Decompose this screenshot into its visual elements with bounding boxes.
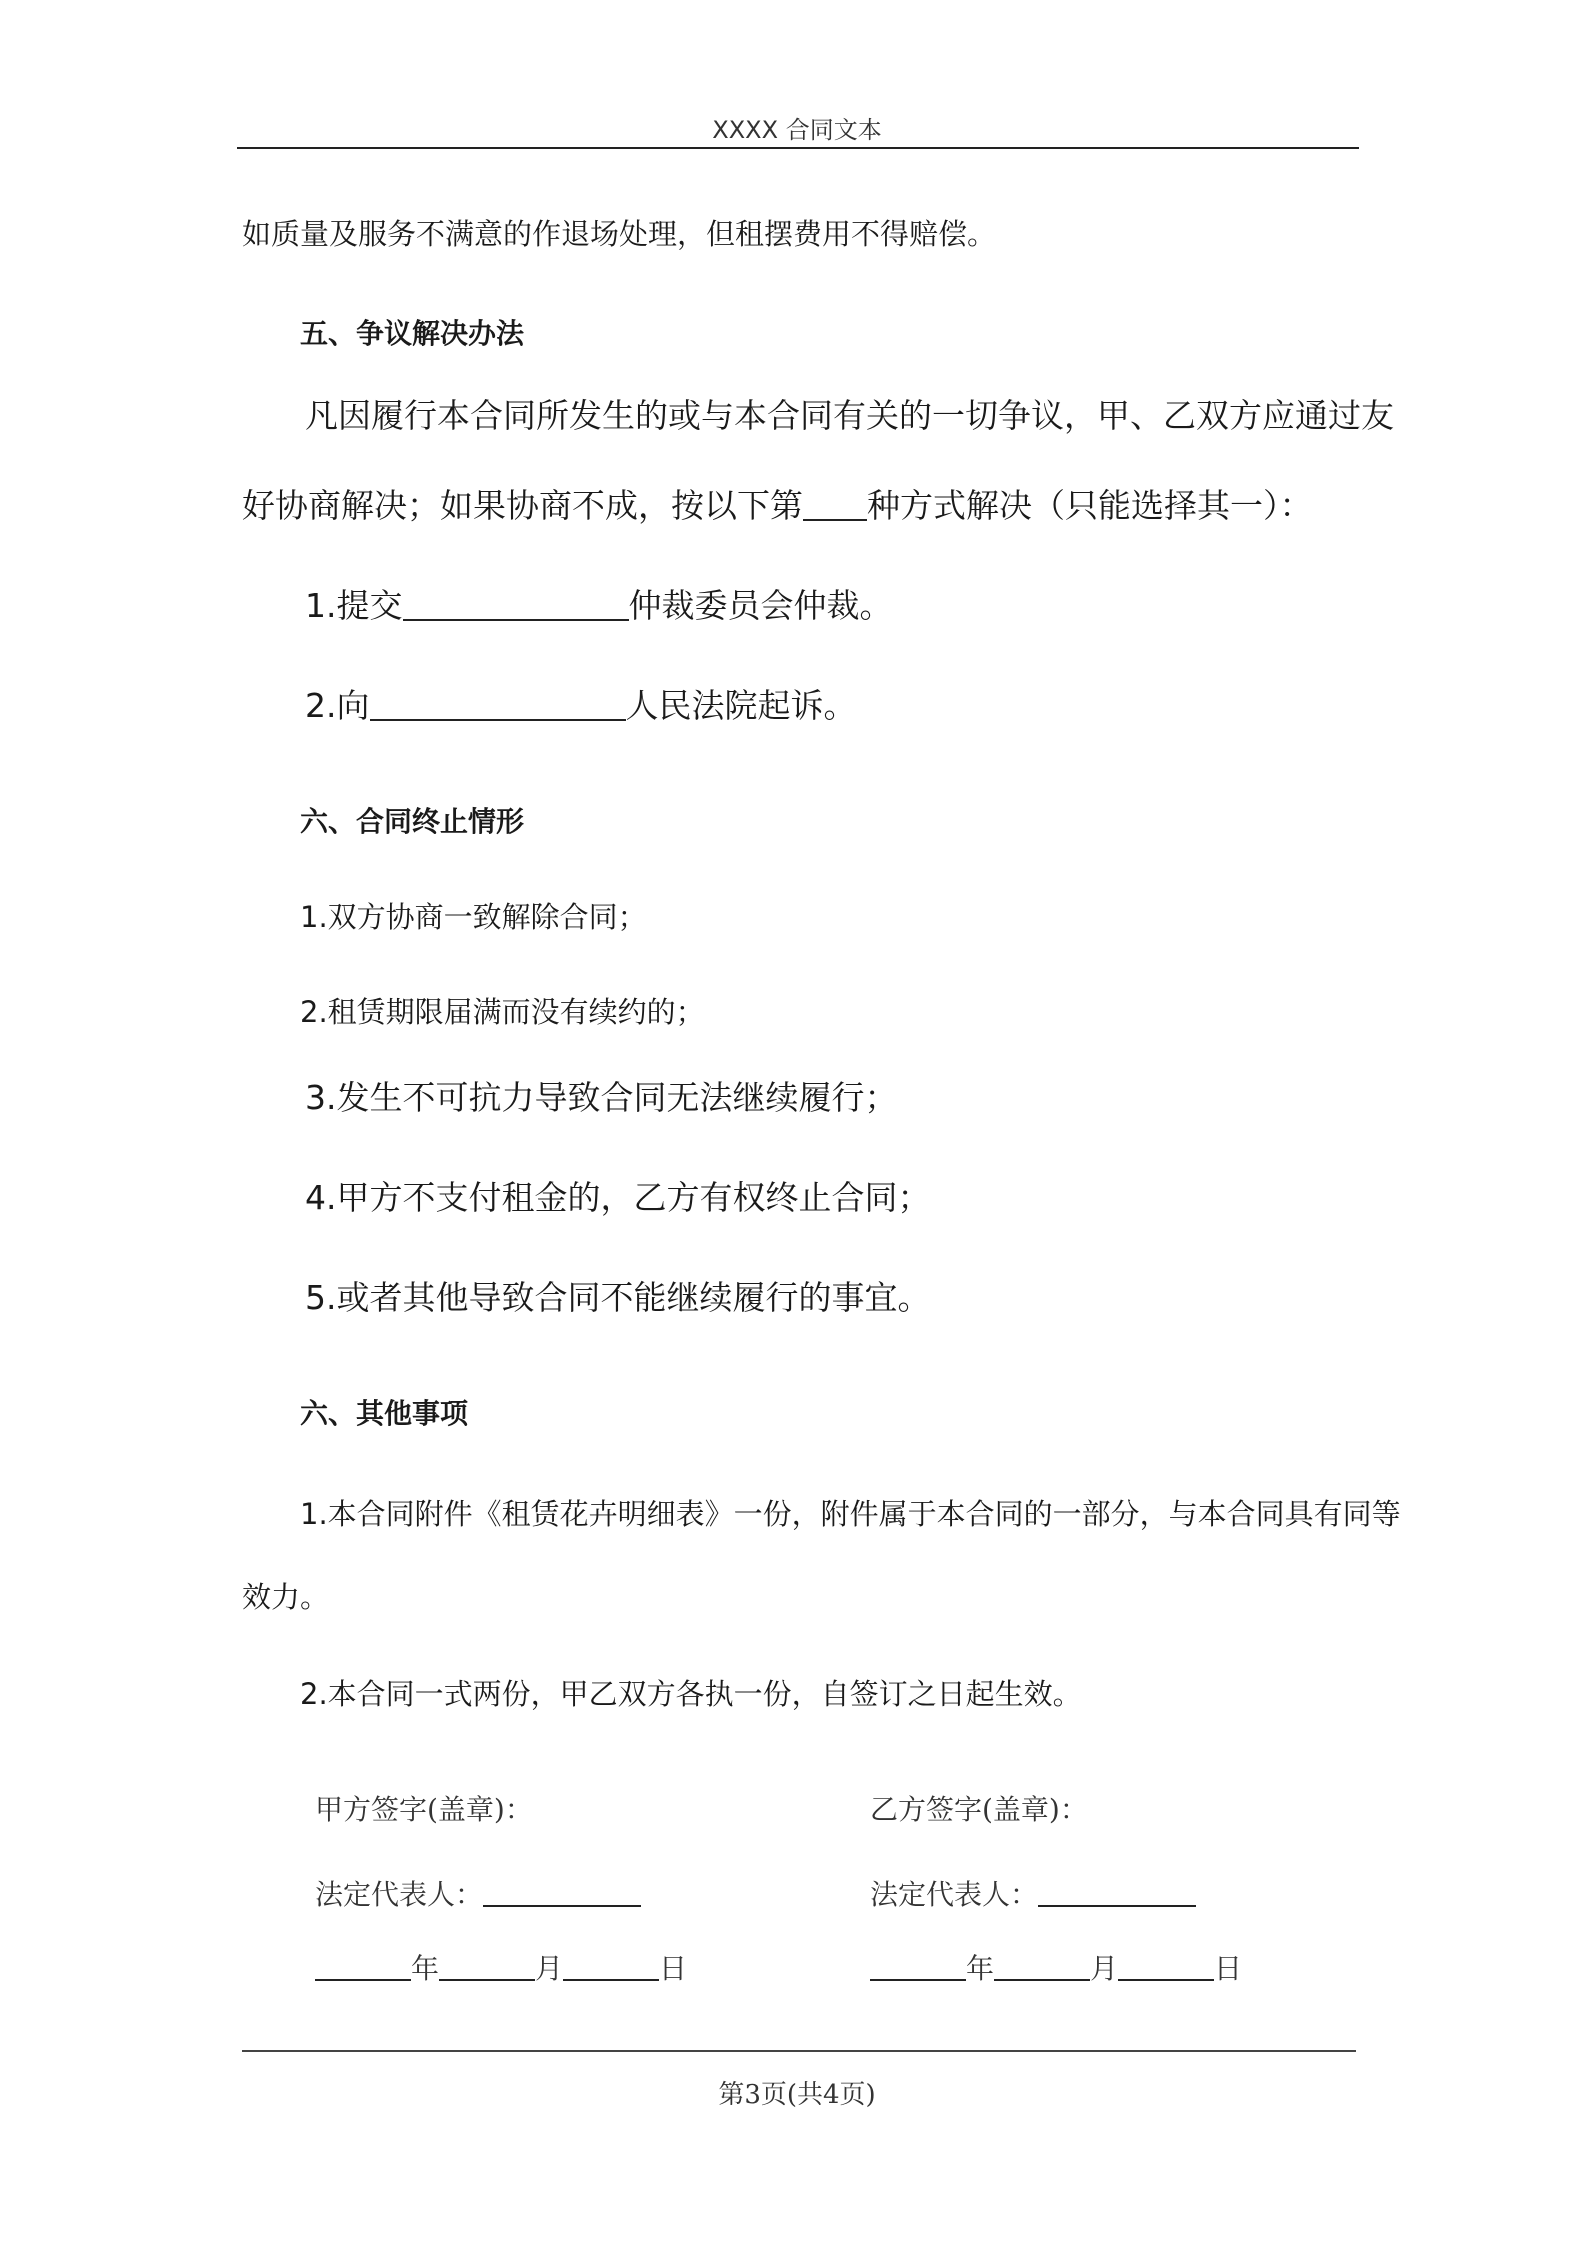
section7-heading: 六、其他事项 [300,1397,469,1430]
header-divider [237,147,1359,149]
method-number-blank[interactable] [803,486,867,521]
section6-item-5: 5.或者其他导致合同不能继续履行的事宜。 [305,1278,931,1317]
party-a-day-blank[interactable] [563,1951,659,1981]
option2-end: 人民法院起诉。 [625,686,857,725]
party-a-year-blank[interactable] [315,1951,411,1981]
option1 [305,580,893,627]
section7-item1-line1: 1.本合同附件《租赁花卉明细表》一份，附件属于本合同的一部分，与本合同具有同等 [300,1497,1401,1531]
carry-over-text: 如质量及服务不满意的作退场处理，但租摆费用不得赔偿。 [242,217,997,251]
party-b-day-label: 日 [1214,1952,1243,1985]
page-number: 第3页(共4页) [718,2080,876,2110]
section6-heading: 六、合同终止情形 [300,805,525,838]
section6-item-1: 1.双方协商一致解除合同； [300,900,647,934]
party-b-month-blank[interactable] [994,1951,1090,1981]
party-a-sign-label: 甲方签字(盖章)： [315,1793,533,1826]
option2 [305,680,857,727]
footer-divider [242,2050,1356,2052]
section5-paragraph-line2-end: 种方式解决（只能选择其一）： [867,486,1313,525]
section5-paragraph-line1: 凡因履行本合同所发生的或与本合同有关的一切争议，甲、乙双方应通过友 [305,396,1394,435]
party-b-year-blank[interactable] [870,1951,966,1981]
party-b-month-label: 月 [1090,1952,1119,1985]
header-title: XXXX 合同文本 [712,116,882,144]
party-b-day-blank[interactable] [1118,1951,1214,1981]
party-a-day-label: 日 [659,1952,688,1985]
option1-end: 仲裁委员会仲裁。 [628,586,893,625]
section7-item2: 2.本合同一式两份，甲乙双方各执一份，自签订之日起生效。 [300,1677,1082,1711]
party-b-rep-label: 法定代表人： [870,1878,1039,1911]
party-b-year-label: 年 [966,1952,995,1985]
section6-item-3: 3.发生不可抗力导致合同无法继续履行； [305,1078,898,1117]
party-a-month-blank[interactable] [439,1951,535,1981]
party-b-rep [870,1873,1196,1913]
section7-item1-line2: 效力。 [242,1580,330,1614]
section6-item-4: 4.甲方不支付租金的，乙方有权终止合同； [305,1178,931,1217]
party-a-year-label: 年 [411,1952,440,1985]
section6-item-2: 2.租赁期限届满而没有续约的； [300,995,705,1029]
party-b-sign-label: 乙方签字(盖章)： [870,1793,1088,1826]
party-a-date [315,1947,687,1987]
court-name-blank[interactable] [370,686,626,721]
party-a-rep-label: 法定代表人： [315,1878,484,1911]
party-a-rep-blank[interactable] [483,1877,641,1907]
section5-heading: 五、争议解决办法 [300,317,525,350]
party-a-rep [315,1873,641,1913]
section5-paragraph-line2 [242,480,1313,527]
arbitration-commission-blank[interactable] [403,586,629,621]
party-b-rep-blank[interactable] [1038,1877,1196,1907]
option1-start: 1.提交 [305,586,403,625]
party-a-month-label: 月 [535,1952,564,1985]
section5-paragraph-line2-start: 好协商解决；如果协商不成，按以下第 [242,486,803,525]
option2-start: 2.向 [305,686,370,725]
party-b-date [870,1947,1242,1987]
